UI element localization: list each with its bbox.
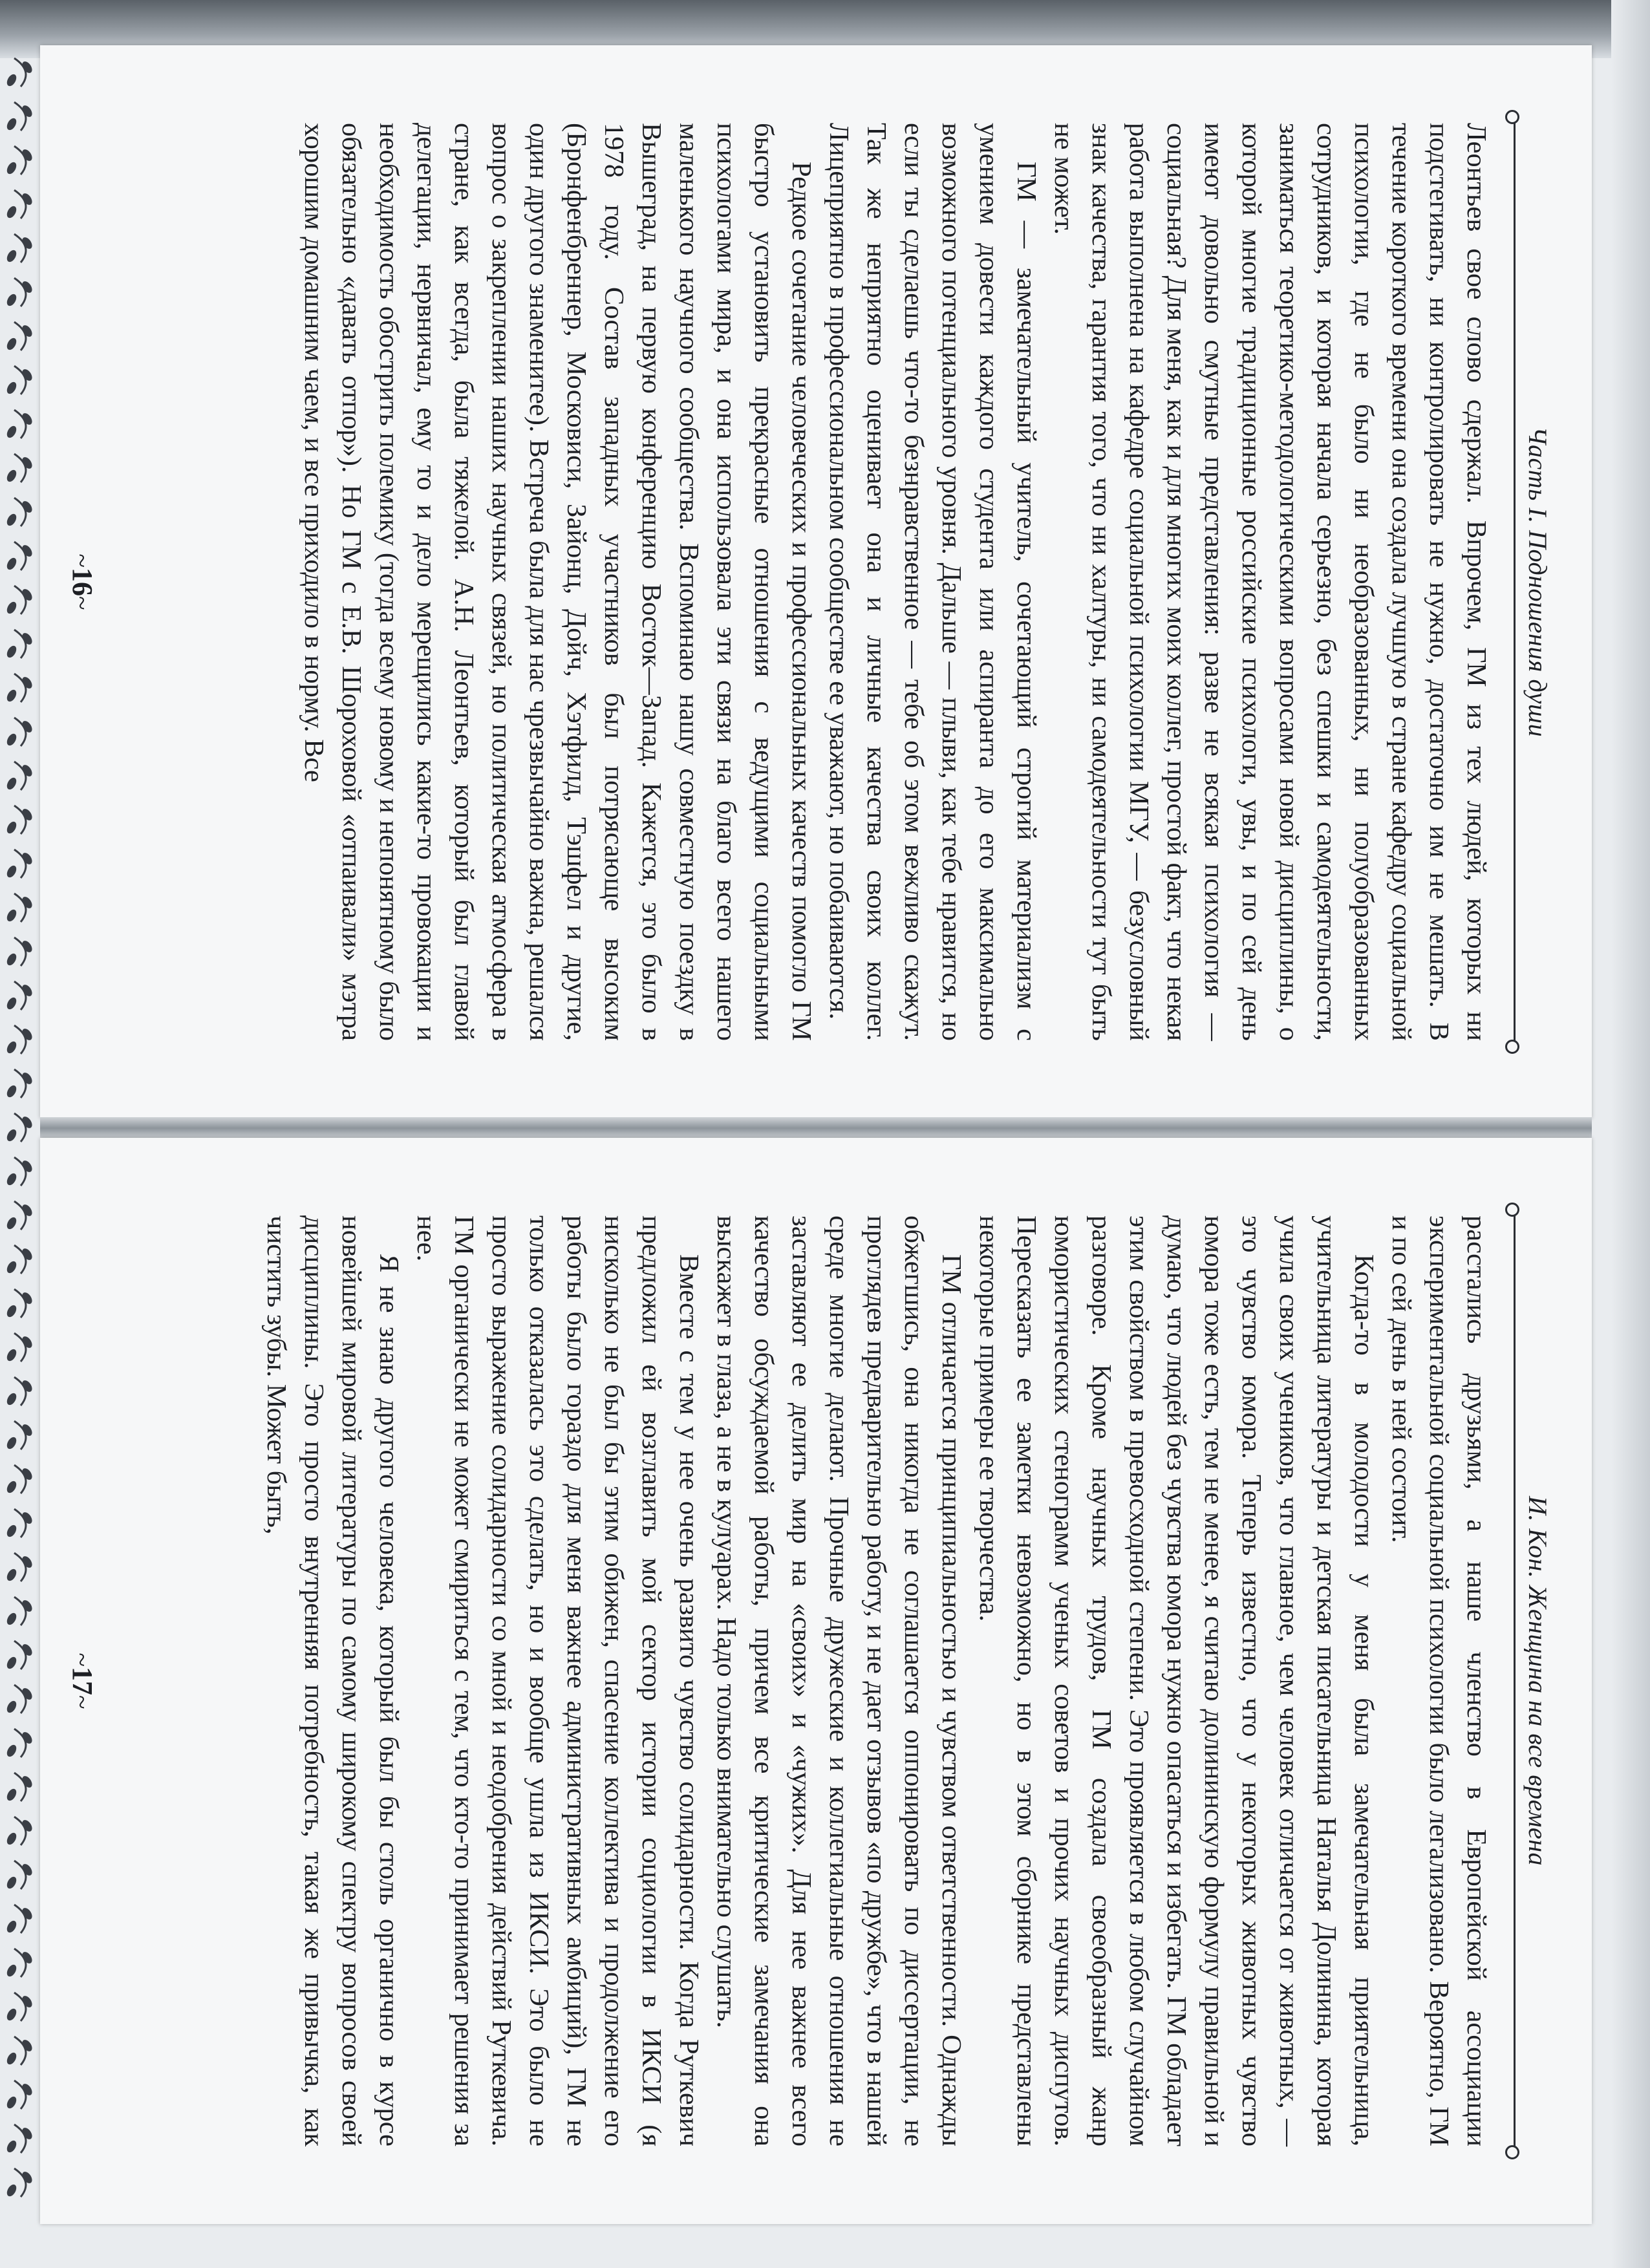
leaf-motif [5,1729,34,1759]
leaf-motif [5,981,34,1011]
leaf-motif [5,1509,34,1539]
leaf-motif [5,762,34,791]
leaf-motif [5,322,34,352]
leaf-motif [5,190,34,220]
leaf-motif [5,1113,34,1143]
leaf-motif [5,234,34,264]
paragraph: расстались друзьями, а наше членство в Европейской ассоциации экспериментальной социальной психологии было легализовано. Вероятно, ГМ и по сей день в ней состоит. [1386,1215,1492,2146]
paragraph: Леонтьев свое слово сдержал. Впрочем, ГМ из тех людей, которых ни подстегивать, ни контролировать не нужно, достаточно им не мешать. В течение короткого времени она создала лучшую в стране кафедру социальной психологии, где не было ни необразованных, ни полуобразованных сотрудников, и которая начала серьезно, без спешки и самодеятельности, заниматься теоретико-методологическими вопросами новой дисциплины, о которой многие традиционные российские психологи, увы, и по сей день имеют довольно смутные представления: разве не всякая психология — социальная? Для меня, как и для многих моих коллег, простой факт, что некая работа выполнена на кафедре социальной психологии МГУ, — безусловный знак качества, гарантия того, что ни халтуры, ни самодеятельности тут быть не может. [1049,123,1492,1041]
page-number-ornament-left: ~ [67,553,96,568]
paragraph: Когда-то в молодости у меня была замечательная приятельница, учительница литературы и детская писательница Наталья Долинина, которая учила своих учеников, что главное, чем человек отличается от животных, — это чувство юмора. Теперь известно, что у некоторых животных чувство юмора тоже есть, тем не менее, я считаю долининскую формулу правильной и думаю, что людей без чувства юмора нужно опасаться и избегать. ГМ обладает этим свойством в превосходной степени. Это проявляется в любом случайном разговоре. Кроме научных трудов, ГМ создала своеобразный жанр юмористических стенограмм ученых советов и прочих научных диспутов. Пересказать ее заметки невозможно, но в этом сборнике представлены некоторые примеры ее творчества. [974,1215,1379,2146]
leaf-motif [5,718,34,747]
right-page-number [66,1138,99,2224]
leaf-motif [5,1157,34,1187]
left-page-text [295,123,1495,1041]
leaf-ornament-border [0,45,40,2224]
leaf-motif [5,893,34,923]
leaf-motif [5,806,34,835]
left-head-rule [1514,123,1516,1041]
leaf-motif [5,1949,34,1978]
right-page-number-value: 17 [67,1667,98,1695]
book-gutter [40,1117,1592,1139]
leaf-motif [5,1817,34,1846]
page-number-ornament-left: ~ [67,1653,96,1667]
leaf-motif [5,366,34,396]
leaf-motif [5,1421,34,1451]
leaf-motif [5,1553,34,1583]
leaf-motif [5,1333,34,1363]
left-page-number-value: 16 [67,568,98,596]
leaf-motif [5,102,34,132]
left-running-head: Часть I. Подношения души [1523,426,1552,738]
left-page [40,45,1592,1118]
leaf-motif [5,937,34,967]
leaf-motif [5,1025,34,1055]
leaf-motif [5,586,34,615]
left-page-number [66,45,99,1118]
leaf-motif [5,410,34,440]
leaf-motif [5,2037,34,2066]
leaf-motif [5,1377,34,1407]
leaf-motif [5,1069,34,1099]
leaf-motif [5,58,34,88]
paragraph: Вместе с тем у нее очень развито чувство солидарности. Когда Руткевич предложил ей возглавить мой сектор истории социологии в ИКСИ (я нисколько не был бы этим обижен, спасение коллектива и продолжение его работы было гораздо для меня важнее административных амбиций), ГМ не только отказалась это сделать, но и вообще ушла из ИКСИ. Это было не просто выражение солидарности со мной и неодобрения действий Руткевича. ГМ органически не может смириться с тем, что кто-то принимает решения за нее. [411,1215,704,2146]
leaf-motif [5,454,34,484]
leaf-motif [5,2168,34,2198]
paragraph: Редкое сочетание человеческих и профессиональных качеств помогло ГМ быстро установить прекрасные отношения с ведущими социальными психологами мира, и она использовала эти связи на благо всего нашего маленького научного сообщества. Вспоминаю нашу совместную поездку в Вышеград, на первую конференцию Восток—Запад. Кажется, это было в 1978 году. Состав западных участников был потрясающе высоким (Бронфенбреннер, Московиси, Зайонц, Дойч, Хэтфилд, Тэшфел и другие, один другого знаменитее). Встреча была для нас чрезвычайно важна, решался вопрос о закреплении наших научных связей, но политическая атмосфера в стране, как всегда, была тяжелой. А.Н. Леонтьев, который был главой делегации, нервничал, ему то и дело мерещились какие-то провокации и необходимость обострить полемику (тогда всему новому и непонятному было обязательно «давать отпор»). Но ГМ с Е.В. Шороховой «отпаивали» мэтра хорошим домашним чаем, и все приходило в норму. Все [299,123,817,1041]
leaf-motif [5,1289,34,1319]
paragraph: ГМ отличается принципиальностью и чувством ответственности. Однажды обжегшись, она никогда не соглашается оппонировать по диссертации, не проглядев предварительно работу, и не дает отзывов «по дружбе», что в нашей среде многие делают. Прочные дружеские и коллегиальные отношения не заставляют ее делить мир на «своих» и «чужих». Для нее важнее всего качество обсуждаемой работы, причем все критические замечания она выскажет в глаза, а не в кулуарах. Надо только внимательно слушать. [711,1215,967,2146]
leaf-motif [5,1861,34,1890]
leaf-motif [5,278,34,308]
right-page-text [257,1215,1495,2146]
leaf-motif [5,498,34,528]
leaf-motif [5,674,34,703]
leaf-motif [5,542,34,572]
leaf-motif [5,1641,34,1671]
leaf-motif [5,1993,34,2022]
right-page [40,1138,1592,2224]
leaf-motif [5,146,34,176]
leaf-motif [5,1245,34,1275]
leaf-motif [5,2124,34,2154]
paragraph: ГМ — замечательный учитель, сочетающий строгий материализм с умением довести каждого студента или аспиранта до его максимально возможного потенциального уровня. Дальше — плыви, как тебе нравится, но если ты сделаешь что-то безнравственное — тебе об этом вежливо скажут. Так же неприятно оценивает она и личные качества своих коллег. Лицеприятно в профессиональном сообществе ее уважают, но побаиваются. [824,123,1042,1041]
right-running-head: И. Кон. Женщина на все времена [1523,1496,1552,1866]
leaf-motif [5,1685,34,1715]
leaf-motif [5,850,34,879]
leaf-motif [5,1201,34,1231]
leaf-motif [5,2081,34,2110]
leaf-ornament-icon [0,45,40,2224]
paragraph: Я не знаю другого человека, который был бы столь органично в курсе новейшей мировой литературы по самому широкому спектру вопросов своей дисциплины. Это просто внутренняя потребность, такая же привычка, как чистить зубы. Может быть, [261,1215,404,2146]
leaf-motif [5,1597,34,1627]
leaf-motif [5,1773,34,1803]
leaf-motif [5,630,34,659]
page-number-ornament-right: ~ [67,596,96,610]
right-head-rule [1514,1215,1516,2146]
leaf-motif [5,1905,34,1934]
page-number-ornament-right: ~ [67,1695,96,1709]
leaf-motif [5,1465,34,1495]
